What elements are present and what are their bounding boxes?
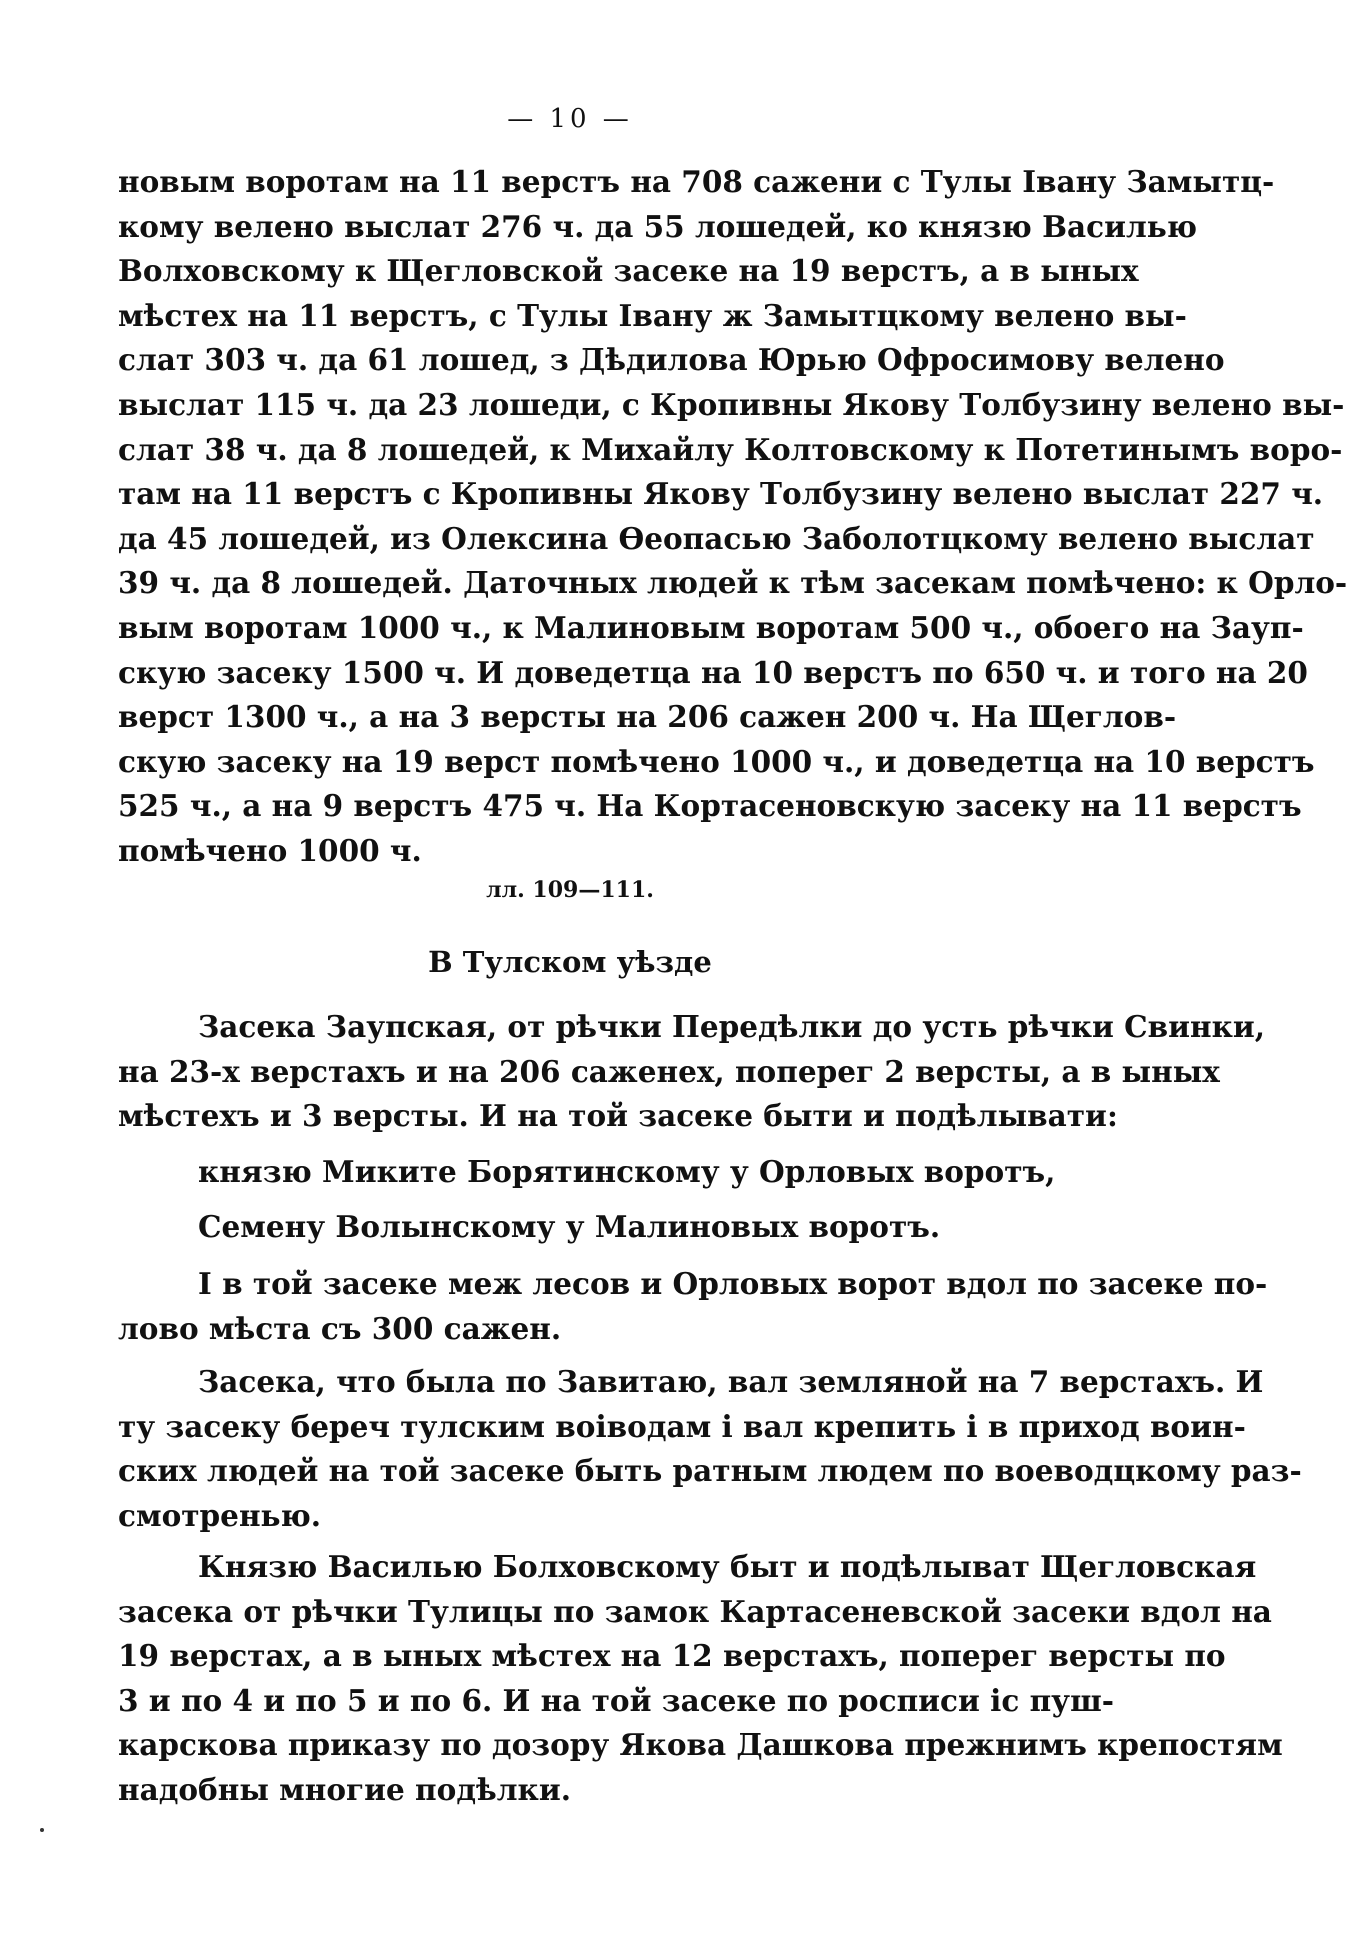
text-line: мѣстех на 11 верстъ, с Тулы Івану ж Замытцкому велено вы- [118, 297, 1187, 333]
text-line: князю Миките Борятинскому у Орловых воротъ, [198, 1154, 1056, 1189]
text-line: вым воротам 1000 ч., к Малиновым воротам 500 ч., обоего на Зауп- [118, 609, 1304, 645]
text-line: І в той засеке меж лесов и Орловых ворот вдол по засеке по- [198, 1266, 1268, 1301]
text-line: на 23-х верстахъ и на 206 саженех, поперег 2 версты, а в ыных [118, 1053, 1220, 1089]
paragraph-zavitay [118, 1360, 1302, 1538]
text-line: кому велено выслат 276 ч. да 55 лошедей, ко князю Василью [118, 208, 1198, 244]
text-line: 39 ч. да 8 лошедей. Даточных людей к тѣм засекам помѣчено: к Орло- [118, 565, 1347, 601]
text-line: 3 и по 4 и по 5 и по 6. И на той засеке по росписи іс пуш- [118, 1682, 1115, 1718]
paragraph-volynsky [118, 1205, 1098, 1250]
text-line: Семену Волынскому у Малиновых воротъ. [198, 1209, 941, 1244]
text-line: новым воротам на 11 верстъ на 708 сажени с Тулы Івану Замытц- [118, 164, 1275, 199]
text-line: мѣстехъ и 3 версты. И на той засеке быти и подѣлывати: [118, 1098, 1118, 1134]
text-line: выслат 115 ч. да 23 лошеди, с Кропивны Якову Толбузину велено вы- [118, 386, 1345, 422]
text-line: верст 1300 ч., а на 3 версты на 206 сажен 200 ч. На Щеглов- [118, 699, 1177, 735]
text-line: Волховскому к Щегловской засеке на 19 верстъ, а в ыных [118, 253, 1139, 289]
text-line: там на 11 верстъ с Кропивны Якову Толбузину велено выслат 227 ч. [118, 476, 1324, 512]
paragraph-boryatinsky [118, 1150, 1098, 1195]
text-line: слат 38 ч. да 8 лошедей, к Михайлу Колтовскому к Потетинымъ воро- [118, 431, 1343, 467]
text-line: помѣчено 1000 ч. [118, 832, 422, 868]
text-line: ских людей на той засеке быть ратным людем по воеводцкому раз- [118, 1453, 1302, 1489]
text-line: Засека, что была по Завитаю, вал земляной на 7 верстахъ. И [198, 1364, 1264, 1399]
text-line: ту засеку береч тулским воіводам і вал крепить і в приход воин- [118, 1408, 1246, 1444]
text-line: Засека Заупская, от рѣчки Передѣлки до усть рѣчки Свинки, [198, 1009, 1266, 1044]
page-number: — 10 — [507, 104, 633, 134]
text-line: скую засеку на 19 верст помѣчено 1000 ч., и доведетца на 10 верстъ [118, 743, 1315, 779]
stray-mark [40, 1828, 44, 1832]
text-line: надобны многие подѣлки. [118, 1771, 571, 1807]
text-line: засека от рѣчки Тулицы по замок Картасеневской засеки вдол на [118, 1593, 1272, 1629]
text-line: карскова приказу по дозору Якова Дашкова прежнимъ крепостям [118, 1727, 1283, 1763]
text-line: слат 303 ч. да 61 лошед, з Дѣдилова Юрью Офросимову велено [118, 342, 1225, 378]
source-reference: лл. 109—111. [486, 877, 654, 903]
text-line: скую засеку 1500 ч. И доведетца на 10 верстъ по 650 ч. и того на 20 [118, 654, 1308, 690]
section-title: В Тулском уѣзде [428, 945, 712, 979]
paragraph-continued [118, 160, 1347, 874]
paragraph-zaupskaya [118, 1005, 1266, 1139]
paragraph-shcheglovskaya [118, 1545, 1283, 1813]
text-line: 19 верстах, а в ыных мѣстех на 12 верстахъ, поперег версты по [118, 1638, 1226, 1674]
text-line: смотренью. [118, 1497, 322, 1533]
text-line: Князю Василью Болховскому быт и подѣлыват Щегловская [198, 1549, 1257, 1584]
text-line: лово мѣста съ 300 сажен. [118, 1310, 562, 1346]
text-line: 525 ч., а на 9 верстъ 475 ч. На Кортасеновскую засеку на 11 верстъ [118, 788, 1302, 824]
paragraph-orlovy-vorota [118, 1262, 1268, 1351]
text-line: да 45 лошедей, из Олексина Өеопасью Заболотцкому велено выслат [118, 520, 1315, 556]
